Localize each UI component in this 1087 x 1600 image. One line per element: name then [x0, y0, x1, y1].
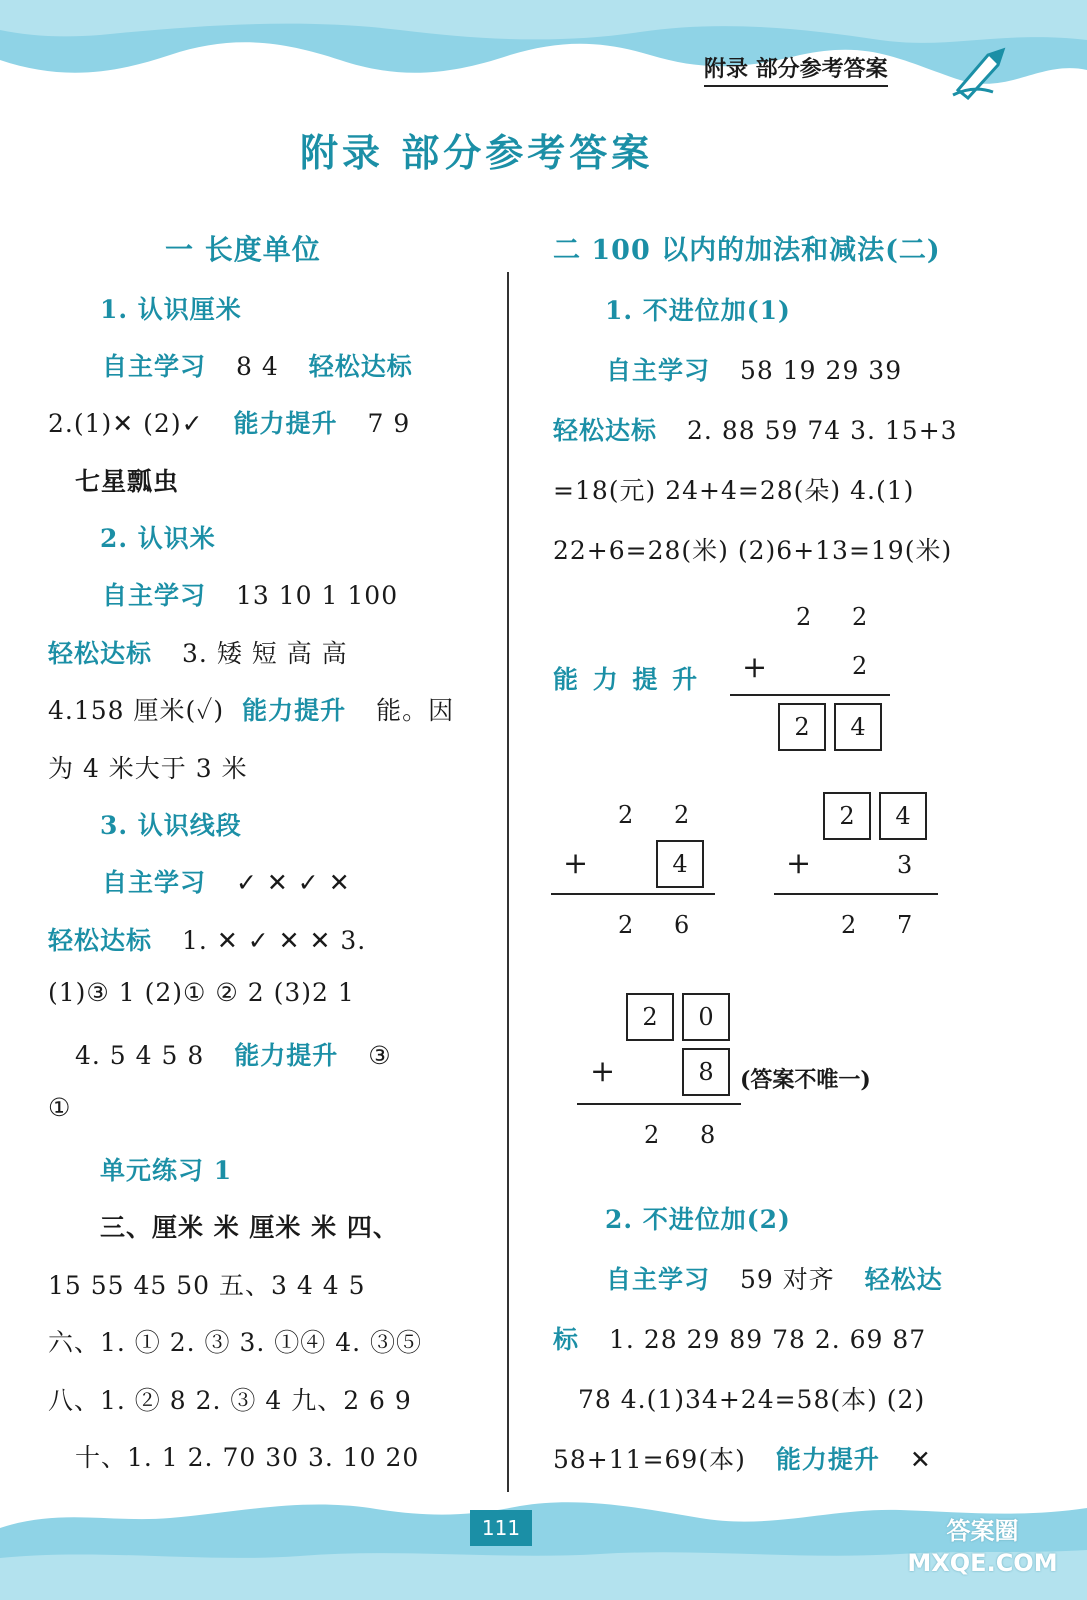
v1-a1: 2	[796, 603, 812, 631]
v2-a2: 2	[674, 801, 690, 829]
v4-a1-box: 2	[626, 993, 674, 1041]
v3-plus: +	[786, 846, 812, 881]
left-section-title: 一 长度单位	[165, 233, 321, 266]
v1-b2: 2	[852, 652, 868, 680]
left-s1-row1: 自主学习 8 4 轻松达标	[102, 352, 413, 381]
right-s2-row2: 标 1. 28 29 89 78 2. 69 87	[553, 1325, 927, 1354]
left-s3-row5: ①	[48, 1093, 72, 1122]
left-s3-row3: (1)③ 1 (2)① ② 2 (3)2 1	[48, 978, 355, 1007]
v1-r2-box: 4	[834, 703, 882, 751]
top-wave-banner	[0, 0, 1087, 110]
left-s3-title: 3. 认识线段	[100, 811, 242, 840]
left-unit-row3: 六、1. ① 2. ③ 3. ①④ 4. ③⑤	[48, 1328, 423, 1357]
v1-plus: +	[742, 650, 768, 685]
v2-line	[551, 893, 715, 895]
left-s2-title: 2. 认识米	[100, 524, 216, 553]
right-s1-row4: 22+6=28(米) (2)6+13=19(米)	[553, 536, 953, 565]
left-s1-row3: 七星瓢虫	[75, 467, 180, 496]
right-s2-row4: 58+11=69(本) 能力提升 ✕	[553, 1445, 932, 1474]
left-s2-row1: 自主学习 13 10 1 100	[102, 581, 399, 610]
page-number: 111	[470, 1510, 532, 1546]
left-s1-row2: 2.(1)✕ (2)✓ 能力提升 7 9	[48, 409, 411, 438]
left-unit-row1: 三、厘米 米 厘米 米 四、	[100, 1213, 399, 1242]
v3-a1-box: 2	[823, 792, 871, 840]
left-unit-row2: 15 55 45 50 五、3 4 4 5	[48, 1271, 366, 1300]
left-s3-row1: 自主学习 ✓ ✕ ✓ ✕	[102, 868, 351, 897]
pen-icon	[948, 40, 1018, 100]
v4-b2-box: 8	[682, 1048, 730, 1096]
right-s1-title: 1. 不进位加(1)	[605, 296, 791, 325]
v2-r1: 2	[618, 911, 634, 939]
left-s1-title: 1. 认识厘米	[100, 295, 242, 324]
v3-r1: 2	[841, 911, 857, 939]
v4-line	[577, 1103, 741, 1105]
v1-line	[730, 694, 890, 696]
right-s2-row1: 自主学习 59 对齐 轻松达	[606, 1265, 943, 1294]
left-s2-row3: 4.158 厘米(✓) 能力提升 能。因	[48, 696, 455, 725]
left-s3-row2: 轻松达标 1. ✕ ✓ ✕ ✕ 3.	[48, 926, 367, 955]
v2-r2: 6	[674, 911, 690, 939]
v2-plus: +	[563, 846, 589, 881]
left-s2-row4: 为 4 米大于 3 米	[48, 754, 248, 783]
v3-b2: 3	[897, 851, 913, 879]
v3-line	[774, 893, 938, 895]
right-s2-row3: 78 4.(1)34+24=58(本) (2)	[578, 1385, 926, 1414]
v4-r2: 8	[700, 1121, 716, 1149]
v4-plus: +	[590, 1054, 616, 1089]
right-s1-row3: =18(元) 24+4=28(朵) 4.(1)	[553, 476, 915, 505]
left-s3-row4: 4. 5 4 5 8 能力提升 ③	[75, 1041, 392, 1070]
right-s1-row2: 轻松达标 2. 88 59 74 3. 15+3	[553, 416, 958, 445]
v1-r1-box: 2	[778, 703, 826, 751]
right-s2-title: 2. 不进位加(2)	[605, 1205, 791, 1234]
v2-b2-box: 4	[656, 840, 704, 888]
left-unit-title: 单元练习 1	[100, 1156, 233, 1185]
running-header: 附录 部分参考答案	[704, 52, 888, 87]
page-title: 附录 部分参考答案	[300, 130, 654, 175]
column-divider	[507, 272, 509, 1492]
v2-a1: 2	[618, 801, 634, 829]
v4-a2-box: 0	[682, 993, 730, 1041]
v4-r1: 2	[644, 1121, 660, 1149]
v3-a2-box: 4	[879, 792, 927, 840]
left-s2-row2: 轻松达标 3. 矮 短 高 高	[48, 639, 348, 668]
right-section-title: 二 100 以内的加法和减法(二)	[553, 235, 941, 266]
v3-r2: 7	[897, 911, 913, 939]
watermark-logo: 答案圈 MXQE.COM	[907, 1517, 1058, 1577]
left-unit-row4: 八、1. ② 8 2. ③ 4 九、2 6 9	[48, 1386, 412, 1415]
right-ability-label: 能 力 提 升	[553, 665, 701, 694]
left-unit-row5: 十、1. 1 2. 70 30 3. 10 20	[75, 1443, 420, 1472]
v1-a2: 2	[852, 603, 868, 631]
right-s1-row1: 自主学习 58 19 29 39	[606, 356, 903, 385]
v4-note: (答案不唯一)	[740, 1067, 871, 1093]
